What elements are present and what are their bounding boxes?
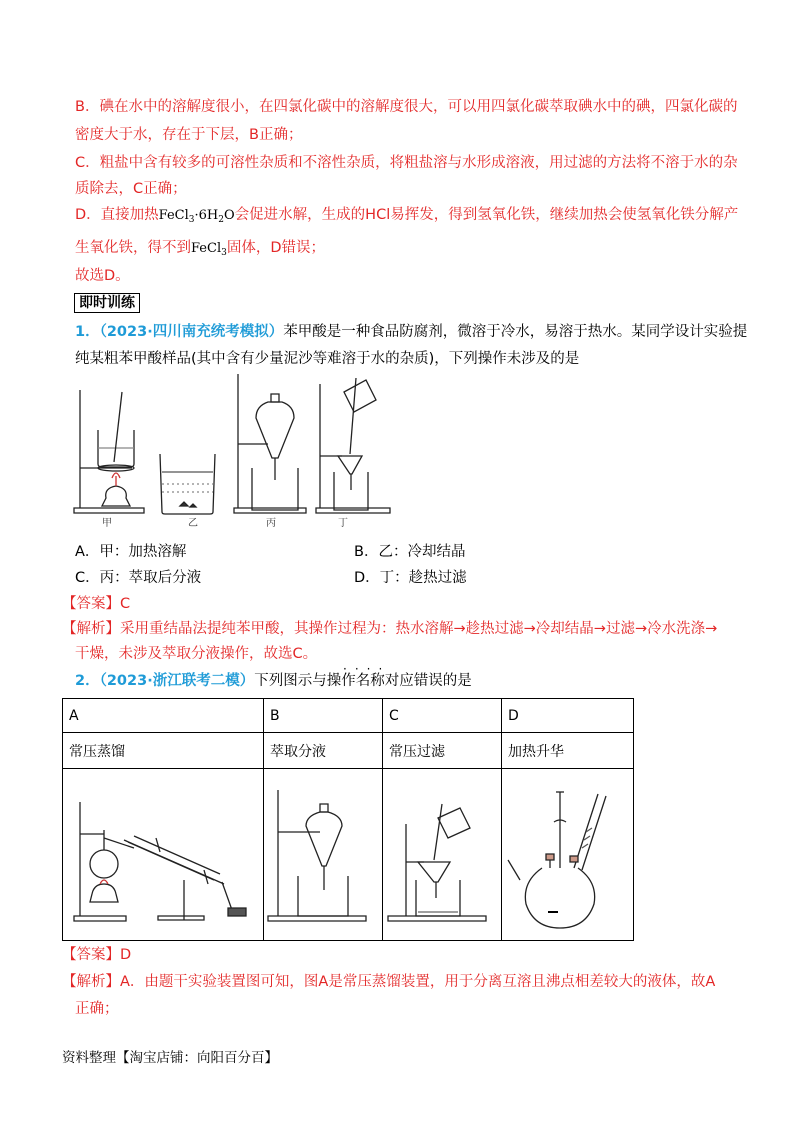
q1-apparatus-figure (72, 372, 412, 528)
q2-number: 2． (75, 673, 100, 689)
fig-c-filtration (388, 804, 486, 921)
explanation-conclusion: 故选D。 (75, 268, 130, 284)
formula-fecl3 (191, 241, 227, 256)
table-row-letters (63, 699, 634, 733)
explanation-d2-text-b: 固体，D错误； (226, 240, 326, 256)
q2-stem-b: 对应错误 (384, 673, 443, 689)
q2-apparatus-figure (64, 772, 634, 940)
fig-label-bing: 丙 (266, 518, 276, 529)
table-cell-d[interactable]: D (502, 699, 634, 733)
table-name-d: 加热升华 (502, 733, 634, 769)
q1-answer-tag: 【答案】 (62, 596, 120, 612)
fig-jia-base (74, 508, 144, 513)
q2-stem-a: 下列图示与操作名称 (254, 673, 385, 689)
q2-answer-tag: 【答案】 (62, 947, 120, 963)
q2-answer-value: D (120, 947, 132, 963)
q1-option-b[interactable]: B．乙：冷却结晶 (354, 544, 466, 560)
formula-o: O (224, 208, 235, 223)
q2-analysis-text: A．由题干实验装置图可知，图A是常压蒸馏装置，用于分离互溶且沸点相差较大的液体，故A (120, 974, 716, 990)
emphasis-dots: ···· (343, 662, 391, 676)
q1-answer (62, 593, 130, 615)
explanation-d-text-b: 会促进水解，生成的HCl易挥发，得到氢氧化铁，继续加热会使氢氧化铁分解产 (234, 207, 739, 223)
q1-number: 1． (75, 324, 100, 340)
fig-label-jia: 甲 (102, 518, 112, 529)
table-row-names (63, 733, 634, 769)
formula-fecl3-6h2o (159, 208, 235, 223)
explanation-d-line2 (75, 237, 325, 264)
q2-stem-c: 的是 (442, 673, 472, 689)
q1-option-d[interactable]: D．丁：趁热过滤 (354, 570, 467, 586)
explanation-c-line2: 质除去，C正确； (75, 181, 187, 197)
fig-bing-funnel (256, 402, 294, 458)
q2-stem (75, 670, 472, 692)
q1-stem-text: 苯甲酸是一种食品防腐剂，微溶于冷水，易溶于热水。某同学设计实验提 (283, 324, 748, 340)
explanation-d2-text-a: 生氧化铁，得不到 (75, 240, 191, 256)
formula-sub-2: 2 (218, 215, 224, 225)
page-footer: 资料整理【淘宝店铺：向阳百分百】 (62, 1050, 278, 1066)
q1-analysis-line1 (62, 618, 717, 640)
q1-option-a[interactable]: A．甲：加热溶解 (75, 544, 187, 560)
fig-ding-pouring-beaker (344, 380, 376, 412)
explanation-d-line1 (75, 204, 738, 231)
fig-jia-glass-rod (114, 392, 122, 462)
q1-analysis-text: 采用重结晶法提纯苯甲酸，其操作过程为：热水溶解→趁热过滤→冷却结晶→过滤→冷水洗涤→ (120, 621, 718, 637)
q2-analysis-line2: 正确； (75, 1001, 119, 1017)
q1-answer-value: C (120, 596, 131, 612)
fig-label-yi: 乙 (188, 518, 198, 529)
fig-jia-lamp (102, 486, 130, 506)
q1-option-c[interactable]: C．丙：萃取后分液 (75, 570, 202, 586)
q1-analysis-tag: 【解析】 (62, 621, 120, 637)
formula-sub-3-2: 3 (221, 248, 227, 258)
q1-stem-line2: 纯某粗苯甲酸样品(其中含有少量泥沙等难溶于水的杂质)，下列操作未涉及的是 (75, 351, 580, 367)
section-heading: 即时训练 (74, 293, 140, 313)
formula-fecl-2: FeCl (191, 241, 222, 256)
q2-source: （2023·浙江联考二模） (99, 673, 255, 689)
formula-fecl: FeCl (158, 208, 189, 223)
explanation-b-line2: 密度大于水，存在于下层，B正确； (75, 127, 303, 143)
q1-analysis-line2: 干燥，未涉及萃取分液操作，故选C。 (75, 646, 318, 662)
explanation-d-text-a: D．直接加热 (75, 207, 159, 223)
table-cell-c[interactable]: C (383, 699, 502, 733)
table-name-b: 萃取分液 (264, 733, 383, 769)
table-name-a: 常压蒸馏 (63, 733, 264, 769)
q2-answer (62, 944, 131, 966)
fig-b-separatory-funnel (268, 790, 366, 921)
fig-a-distillation (74, 802, 246, 921)
table-cell-b[interactable]: B (264, 699, 383, 733)
fig-ding-funnel (338, 456, 362, 474)
table-name-c: 常压过滤 (383, 733, 502, 769)
q1-stem-line1 (75, 321, 747, 343)
q1-source: （2023·四川南充统考模拟） (99, 324, 284, 340)
explanation-b-line1: B．碘在水中的溶解度很小，在四氯化碳中的溶解度很大，可以用四氯化碳萃取碘水中的碘，四氯化碳的 (75, 99, 738, 115)
fig-d-sublimation (508, 792, 606, 928)
formula-sub-3: 3 (188, 215, 195, 225)
q2-analysis-tag: 【解析】 (62, 974, 120, 990)
explanation-c-line1: C．粗盐中含有较多的可溶性杂质和不溶性杂质，将粗盐溶与水形成溶液，用过滤的方法将不溶于水的杂 (75, 155, 738, 171)
table-cell-a[interactable]: A (63, 699, 264, 733)
fig-label-ding: 丁 (338, 518, 348, 529)
formula-dot-6h: ·6H (194, 208, 219, 223)
q2-analysis-line1 (62, 971, 715, 993)
fig-ding-glass-rod (350, 378, 356, 454)
